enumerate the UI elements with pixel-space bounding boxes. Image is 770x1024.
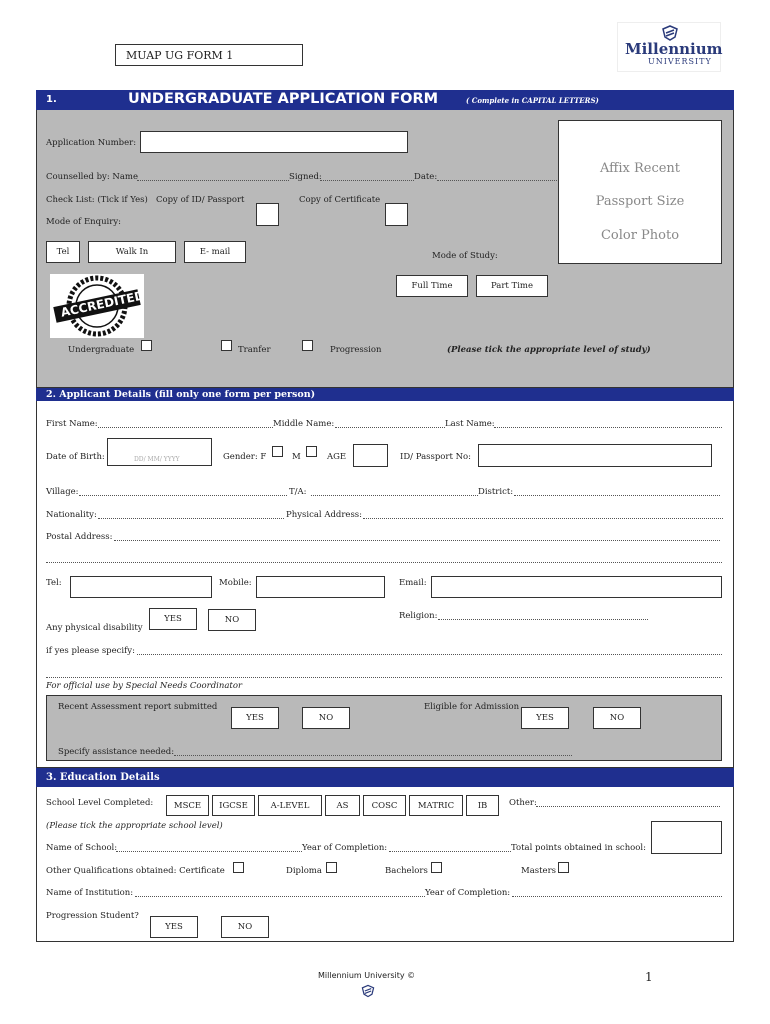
name-institution-label: Name of Institution: bbox=[46, 888, 134, 898]
disability-no-option[interactable]: NO bbox=[208, 609, 256, 631]
section1-title-note: ( Complete in CAPITAL LETTERS) bbox=[466, 96, 599, 105]
mode-enquiry-label: Mode of Enquiry: bbox=[46, 217, 122, 227]
id-passport-label: ID/ Passport No: bbox=[400, 452, 472, 462]
accredited-stamp-text: ACCREDITED bbox=[59, 288, 146, 320]
village-line[interactable] bbox=[79, 495, 287, 496]
postal-address-label: Postal Address: bbox=[46, 532, 113, 542]
name-school-line[interactable] bbox=[116, 851, 302, 852]
section3-title: 3. Education Details bbox=[46, 772, 160, 783]
level-as-option[interactable]: AS bbox=[325, 795, 360, 816]
counselled-line[interactable] bbox=[137, 180, 289, 181]
bachelors-label: Bachelors bbox=[385, 866, 428, 876]
level-alevel-option[interactable]: A-LEVEL bbox=[258, 795, 322, 816]
enquiry-tel-option[interactable]: Tel bbox=[46, 241, 80, 263]
middle-name-line[interactable] bbox=[335, 427, 445, 428]
level-cosc-option[interactable]: COSC bbox=[363, 795, 406, 816]
school-level-label: School Level Completed: bbox=[46, 798, 154, 808]
dob-label: Date of Birth: bbox=[46, 452, 105, 462]
copy-cert-label: Copy of Certificate bbox=[299, 195, 381, 205]
logo-text: Millennium bbox=[625, 40, 723, 58]
year-completion-label: Year of Completion: bbox=[302, 843, 388, 853]
diploma-checkbox[interactable] bbox=[326, 862, 337, 873]
assessment-label: Recent Assessment report submitted bbox=[58, 702, 218, 712]
page-number: 1 bbox=[645, 970, 653, 984]
first-name-label: First Name: bbox=[46, 419, 98, 429]
assessment-no-option[interactable]: NO bbox=[302, 707, 350, 729]
progression-label: Progression Student? bbox=[46, 911, 139, 921]
form-code: MUAP UG FORM 1 bbox=[126, 48, 234, 62]
if-yes-line-2[interactable] bbox=[46, 677, 722, 678]
other-line[interactable] bbox=[536, 806, 720, 807]
accredited-stamp bbox=[50, 274, 144, 338]
application-number-label: Application Number: bbox=[46, 138, 137, 148]
diploma-label: Diploma bbox=[286, 866, 322, 876]
email-input[interactable] bbox=[431, 576, 722, 598]
section1-number: 1. bbox=[46, 94, 57, 105]
footer-shield-icon bbox=[360, 984, 376, 998]
physical-address-label: Physical Address: bbox=[286, 510, 363, 520]
bachelors-checkbox[interactable] bbox=[431, 862, 442, 873]
id-passport-input[interactable] bbox=[478, 444, 712, 467]
gender-label: Gender: F bbox=[223, 452, 267, 462]
gender-m-checkbox[interactable] bbox=[306, 446, 317, 457]
name-school-label: Name of School: bbox=[46, 843, 118, 853]
year-completion2-label: Year of Completion: bbox=[425, 888, 511, 898]
disability-label: Any physical disability bbox=[46, 623, 143, 633]
university-logo bbox=[617, 22, 721, 72]
middle-name-label: Middle Name: bbox=[273, 419, 335, 429]
email-label: Email: bbox=[399, 578, 427, 588]
tick-note: (Please tick the appropriate school level) bbox=[46, 821, 223, 831]
application-number-input[interactable] bbox=[140, 131, 408, 153]
section2-header bbox=[36, 388, 734, 401]
tel-input[interactable] bbox=[70, 576, 212, 598]
progression-yes-option[interactable]: YES bbox=[150, 916, 198, 938]
signed-label: Signed: bbox=[289, 172, 322, 182]
section1-header bbox=[36, 90, 734, 110]
religion-line[interactable] bbox=[438, 619, 648, 620]
masters-label: Masters bbox=[521, 866, 557, 876]
official-use-label: For official use by Special Needs Coordinator bbox=[46, 681, 243, 691]
district-label: District: bbox=[478, 487, 514, 497]
dob-placeholder: DD/ MM/ YYYY bbox=[134, 456, 180, 463]
eligible-label: Eligible for Admission bbox=[424, 702, 520, 712]
assistance-line[interactable] bbox=[174, 755, 572, 756]
progression-no-option[interactable]: NO bbox=[221, 916, 269, 938]
shield-icon bbox=[660, 25, 680, 41]
ta-line[interactable] bbox=[311, 495, 478, 496]
total-points-label: Total points obtained in school: bbox=[511, 843, 646, 853]
nationality-line[interactable] bbox=[98, 518, 284, 519]
physical-address-line[interactable] bbox=[363, 518, 723, 519]
level-progression-label: Progression bbox=[330, 345, 382, 355]
level-progression-checkbox[interactable] bbox=[302, 340, 313, 351]
mobile-input[interactable] bbox=[256, 576, 385, 598]
level-note: (Please tick the appropriate level of study) bbox=[447, 345, 651, 355]
copy-cert-checkbox[interactable] bbox=[385, 203, 408, 226]
village-label: Village: bbox=[46, 487, 79, 497]
photo-box bbox=[558, 120, 722, 264]
section1-title: UNDERGRADUATE APPLICATION FORM bbox=[128, 91, 439, 107]
date-label: Date: bbox=[414, 172, 438, 182]
photo-line-3: Color Photo bbox=[600, 228, 680, 243]
copy-id-checkbox[interactable] bbox=[256, 203, 279, 226]
level-transfer-checkbox[interactable] bbox=[221, 340, 232, 351]
other-quals-label: Other Qualifications obtained: Certificate bbox=[46, 866, 225, 876]
masters-checkbox[interactable] bbox=[558, 862, 569, 873]
study-fulltime-option[interactable]: Full Time bbox=[396, 275, 468, 297]
age-input[interactable] bbox=[353, 444, 388, 467]
assistance-label: Specify assistance needed: bbox=[58, 747, 175, 757]
enquiry-walkin-option[interactable]: Walk In bbox=[88, 241, 176, 263]
photo-line-2: Passport Size bbox=[595, 194, 685, 209]
dob-input[interactable] bbox=[107, 438, 212, 466]
if-yes-label: if yes please specify: bbox=[46, 646, 135, 656]
postal-address-line-2[interactable] bbox=[46, 562, 722, 563]
enquiry-email-option[interactable]: E- mail bbox=[184, 241, 246, 263]
date-line[interactable] bbox=[437, 180, 557, 181]
disability-yes-option[interactable]: YES bbox=[149, 608, 197, 630]
level-ib-option[interactable]: IB bbox=[466, 795, 499, 816]
religion-label: Religion: bbox=[399, 611, 438, 621]
if-yes-line[interactable] bbox=[137, 654, 722, 655]
first-name-line[interactable] bbox=[98, 427, 273, 428]
last-name-line[interactable] bbox=[494, 427, 722, 428]
other-label: Other: bbox=[509, 798, 537, 808]
mobile-label: Mobile: bbox=[219, 578, 252, 588]
counselled-label: Counselled by: Name bbox=[46, 172, 138, 182]
copy-id-label: Copy of ID/ Passport bbox=[156, 195, 245, 205]
study-parttime-option[interactable]: Part Time bbox=[476, 275, 548, 297]
footer-copyright: Millennium University © bbox=[318, 971, 416, 980]
certificate-checkbox[interactable] bbox=[233, 862, 244, 873]
section2-title: 2. Applicant Details (fill only one form per person) bbox=[46, 389, 316, 400]
checklist-label: Check List: (Tick if Yes) bbox=[46, 195, 148, 205]
assessment-yes-option[interactable]: YES bbox=[231, 707, 279, 729]
nationality-label: Nationality: bbox=[46, 510, 97, 520]
eligible-yes-option[interactable]: YES bbox=[521, 707, 569, 729]
level-msce-option[interactable]: MSCE bbox=[166, 795, 209, 816]
level-matric-option[interactable]: MATRIC bbox=[409, 795, 463, 816]
ta-label: T/A: bbox=[289, 487, 307, 497]
level-undergraduate-label: Undergraduate bbox=[68, 345, 135, 355]
year-completion2-line[interactable] bbox=[512, 896, 722, 897]
tel-label: Tel: bbox=[46, 578, 62, 588]
name-institution-line[interactable] bbox=[135, 896, 425, 897]
age-label: AGE bbox=[327, 452, 347, 462]
last-name-label: Last Name: bbox=[445, 419, 495, 429]
gender-f-checkbox[interactable] bbox=[272, 446, 283, 457]
gender-m-label: M bbox=[292, 452, 301, 462]
signed-line[interactable] bbox=[320, 180, 414, 181]
level-undergraduate-checkbox[interactable] bbox=[141, 340, 152, 351]
postal-address-line[interactable] bbox=[114, 540, 720, 541]
section3-header bbox=[36, 768, 734, 787]
level-igcse-option[interactable]: IGCSE bbox=[212, 795, 255, 816]
mode-study-label: Mode of Study: bbox=[432, 251, 498, 261]
photo-line-1: Affix Recent bbox=[599, 161, 681, 176]
form-code-box bbox=[115, 44, 303, 66]
level-transfer-label: Tranfer bbox=[238, 345, 271, 355]
district-line[interactable] bbox=[514, 495, 720, 496]
year-completion-line[interactable] bbox=[389, 851, 511, 852]
logo-subtext: UNIVERSITY bbox=[648, 57, 712, 66]
total-points-input[interactable] bbox=[651, 821, 722, 854]
eligible-no-option[interactable]: NO bbox=[593, 707, 641, 729]
